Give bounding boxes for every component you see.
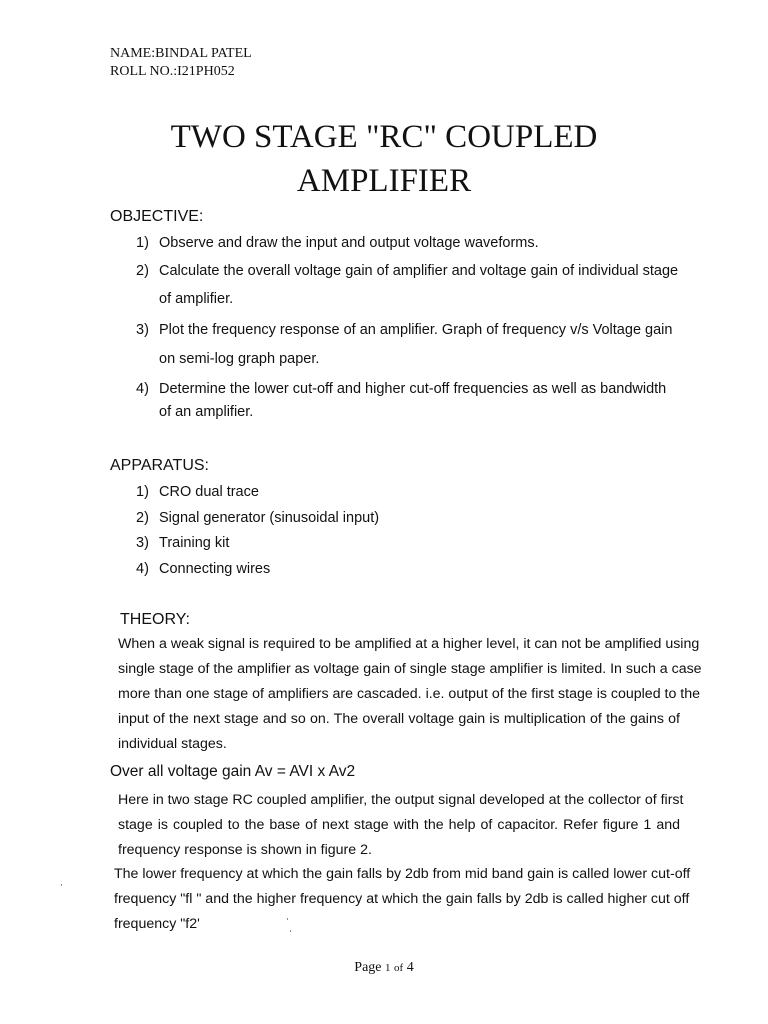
- objective-item-3-number: 3): [136, 322, 149, 338]
- apparatus-item-4-text: Connecting wires: [159, 561, 271, 577]
- apparatus-heading: APPARATUS:: [110, 457, 209, 474]
- page-label: Page: [354, 960, 382, 975]
- theory-paragraph-3-line: frequency "fl " and the higher frequency at which the gain falls by 2db is called higher cut off: [114, 891, 690, 907]
- document-title: [0, 115, 768, 203]
- theory-paragraph-1-line: more than one stage of amplifiers are cascaded. i.e. output of the first stage is coupled to the: [118, 686, 701, 702]
- theory-paragraph-2-line: frequency response is shown in figure 2.: [118, 842, 372, 858]
- student-name: NAME:BINDAL PATEL: [110, 46, 252, 61]
- objective-item-2-number: 2): [136, 263, 149, 279]
- theory-paragraph-3-line: The lower frequency at which the gain falls by 2db from mid band gain is called lower cut-off: [114, 866, 691, 882]
- title-line-1: TWO STAGE "RC" COUPLED: [170, 119, 598, 155]
- roll-number: ROLL NO.:I21PH052: [110, 64, 235, 79]
- page-total: 4: [406, 960, 414, 975]
- apparatus-item-1-number: 1): [136, 484, 149, 500]
- page-of-label: of: [394, 962, 404, 974]
- apparatus-item-2-number: 2): [136, 510, 149, 526]
- apparatus-item-4-number: 4): [136, 561, 149, 577]
- scan-speck: [287, 918, 288, 920]
- theory-paragraph-1-line: When a weak signal is required to be amplified at a higher level, it can not be amplified using: [118, 636, 700, 652]
- theory-paragraph-3-line: frequency "f2': [114, 916, 200, 932]
- scan-speck: [290, 930, 291, 932]
- theory-heading: THEORY:: [120, 611, 190, 628]
- objective-item-1-text: Observe and draw the input and output voltage waveforms.: [159, 235, 539, 251]
- theory-paragraph-2: [118, 788, 684, 863]
- theory-paragraph-3: [114, 862, 691, 937]
- objective-item-1-number: 1): [136, 235, 149, 251]
- title-line-2: AMPLIFIER: [296, 163, 472, 199]
- scan-speck: [61, 884, 62, 886]
- objective-heading: OBJECTIVE:: [110, 208, 204, 225]
- voltage-gain-formula: Over all voltage gain Av = AVI x Av2: [110, 763, 356, 780]
- apparatus-item-1-text: CRO dual trace: [159, 484, 259, 500]
- objective-item-2-text-line-2: of amplifier.: [159, 291, 234, 307]
- objective-item-3-text-line-2: on semi-log graph paper.: [159, 351, 320, 367]
- objective-item-4-number: 4): [136, 381, 149, 397]
- apparatus-item-3-text: Training kit: [159, 535, 230, 551]
- objective-item-4-text-line-2: of an amplifier.: [159, 404, 254, 420]
- objective-item-3-text-line-1: Plot the frequency response of an amplifier. Graph of frequency v/s Voltage gain: [159, 322, 673, 338]
- page-current: 1: [385, 962, 391, 974]
- apparatus-item-3-number: 3): [136, 535, 149, 551]
- apparatus-item-2-text: Signal generator (sinusoidal input): [159, 510, 380, 526]
- theory-paragraph-1-line: input of the next stage and so on. The overall voltage gain is multiplication of the gains of: [118, 711, 680, 727]
- theory-paragraph-1: [118, 632, 702, 757]
- objective-item-4-text-line-1: Determine the lower cut-off and higher cut-off frequencies as well as bandwidth: [159, 381, 667, 397]
- theory-paragraph-2-line: stage is coupled to the base of next stage with the help of capacitor. Refer figure 1 and: [118, 817, 680, 833]
- objective-item-2-text-line-1: Calculate the overall voltage gain of amplifier and voltage gain of individual stage: [159, 263, 679, 279]
- theory-paragraph-1-line: single stage of the amplifier as voltage gain of single stage amplifier is limited. In such a case: [118, 661, 702, 677]
- theory-paragraph-2-line: Here in two stage RC coupled amplifier, the output signal developed at the collector of first: [118, 792, 684, 808]
- page-footer: [0, 960, 768, 976]
- theory-paragraph-1-line: individual stages.: [118, 736, 227, 752]
